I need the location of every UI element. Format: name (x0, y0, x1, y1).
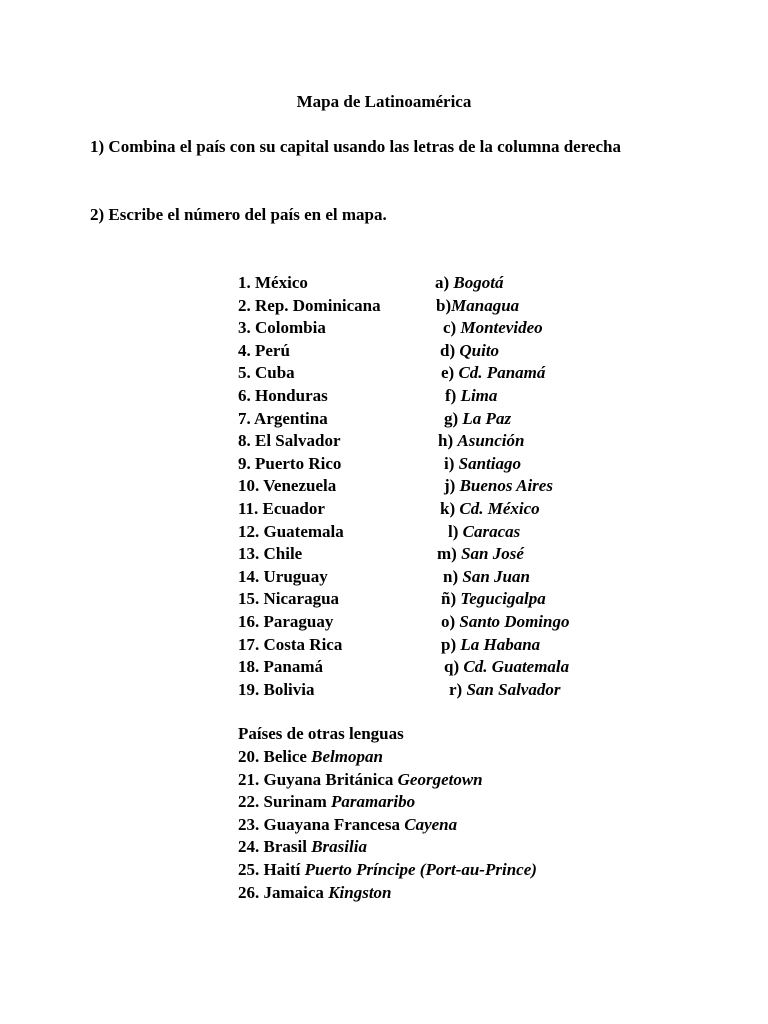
capital-letter: p) (441, 634, 461, 654)
capital-option (448, 521, 520, 544)
capital-name: San Juan (462, 566, 530, 586)
capital-option (445, 385, 497, 408)
capital-option (449, 679, 560, 702)
capital-option (444, 656, 569, 679)
other-country-name: 20. Belice (238, 747, 312, 766)
capital-letter: e) (441, 363, 459, 383)
other-country-capital: Brasilia (311, 837, 367, 857)
other-country-capital: Paramaribo (331, 792, 416, 812)
capital-option (441, 611, 569, 634)
capital-name: Managua (451, 295, 520, 315)
other-country-capital: Puerto Príncipe (Port-au-Prince) (304, 859, 537, 879)
country-name: 18. Panamá (238, 657, 323, 677)
capital-name: Cd. México (459, 498, 540, 518)
country-name: 1. México (238, 273, 308, 292)
other-country-row (238, 791, 537, 814)
other-country-row (238, 746, 537, 769)
capital-name: Lima (460, 385, 498, 405)
capital-name: Cd. Panamá (458, 363, 546, 383)
country-name: 9. Puerto Rico (238, 453, 342, 473)
page-title: Mapa de Latinoamérica (296, 92, 472, 111)
capital-option (441, 634, 540, 657)
other-country-name: 21. Guyana Británica (238, 769, 398, 789)
capital-letter: g) (444, 408, 463, 428)
capital-letter: h) (438, 431, 458, 451)
capital-option (440, 498, 540, 521)
capital-option (441, 588, 546, 611)
other-country-name: 26. Jamaica (238, 882, 329, 902)
country-name: 15. Nicaragua (238, 589, 340, 609)
capital-name: Quito (459, 340, 500, 360)
capital-letter: r) (449, 679, 467, 699)
other-country-name: 25. Haití (238, 859, 305, 879)
capital-letter: q) (444, 657, 464, 677)
capital-letter: c) (443, 318, 461, 338)
capital-letter: ñ) (441, 589, 461, 609)
other-country-capital: Georgetown (397, 769, 483, 789)
capital-letter: b) (436, 295, 452, 315)
other-country-name: 24. Brasil (238, 837, 312, 857)
country-name: 2. Rep. Dominicana (238, 295, 381, 315)
capital-name: La Habana (460, 634, 541, 654)
capital-name: Asunción (457, 431, 525, 451)
country-name: 10. Venezuela (238, 476, 337, 496)
capital-name: Cd. Guatemala (463, 657, 570, 677)
other-country-row (238, 769, 537, 792)
country-name: 19. Bolivia (238, 679, 315, 699)
instruction-1: 1) Combina el país con su capital usando las letras de la columna derecha (90, 137, 621, 156)
capital-option (444, 408, 511, 431)
capital-letter: o) (441, 611, 460, 631)
other-country-row (238, 882, 537, 905)
capital-letter: i) (444, 453, 459, 473)
country-name: 5. Cuba (238, 363, 295, 383)
other-country-capital: Belmopan (311, 747, 383, 766)
capital-letter: n) (443, 566, 463, 586)
other-country-row (238, 836, 537, 859)
capital-letter: l) (448, 521, 463, 541)
capital-letter: j) (444, 476, 460, 496)
other-country-name: 22. Surinam (238, 792, 332, 812)
other-languages-heading: Países de otras lenguas (238, 724, 404, 743)
country-name: 3. Colombia (238, 318, 326, 338)
capital-letter: k) (440, 498, 460, 518)
country-name: 17. Costa Rica (238, 634, 343, 654)
capital-name: Buenos Aires (459, 476, 553, 496)
country-name: 16. Paraguay (238, 611, 334, 631)
capital-name: Caracas (462, 521, 521, 541)
capital-name: La Paz (462, 408, 512, 428)
capital-option (438, 430, 524, 453)
other-country-name: 23. Guayana Francesa (238, 814, 405, 834)
country-name: 7. Argentina (238, 408, 328, 428)
country-name: 4. Perú (238, 340, 290, 360)
capital-name: Tegucigalpa (460, 589, 546, 609)
capital-option (441, 362, 545, 385)
capital-option (444, 453, 521, 476)
capital-option (440, 340, 499, 363)
capital-option (443, 317, 543, 340)
capital-name: Santo Domingo (459, 611, 570, 631)
country-name: 11. Ecuador (238, 498, 325, 518)
other-countries-list (238, 746, 537, 904)
capital-option (443, 566, 530, 589)
other-country-row (238, 859, 537, 882)
capital-letter: f) (445, 385, 461, 405)
capital-name: Montevideo (460, 318, 543, 338)
country-name: 12. Guatemala (238, 521, 344, 541)
country-name: 8. El Salvador (238, 431, 341, 451)
capital-letter: m) (437, 544, 462, 564)
capital-name: San Salvador (466, 679, 561, 699)
other-country-row (238, 814, 537, 837)
country-name: 14. Uruguay (238, 566, 328, 586)
capital-name: San José (461, 544, 524, 564)
instruction-2: 2) Escribe el número del país en el mapa. (90, 205, 387, 224)
capital-letter: a) (435, 273, 454, 292)
capital-option (444, 475, 553, 498)
country-name: 13. Chile (238, 544, 303, 564)
capital-name: Santiago (458, 453, 521, 473)
capital-option (436, 295, 519, 318)
country-name: 6. Honduras (238, 385, 328, 405)
capital-name: Bogotá (453, 273, 504, 292)
capital-option (437, 543, 524, 566)
other-country-capital: Kingston (328, 882, 392, 902)
capital-letter: d) (440, 340, 460, 360)
capital-option (435, 272, 503, 295)
other-country-capital: Cayena (404, 814, 458, 834)
